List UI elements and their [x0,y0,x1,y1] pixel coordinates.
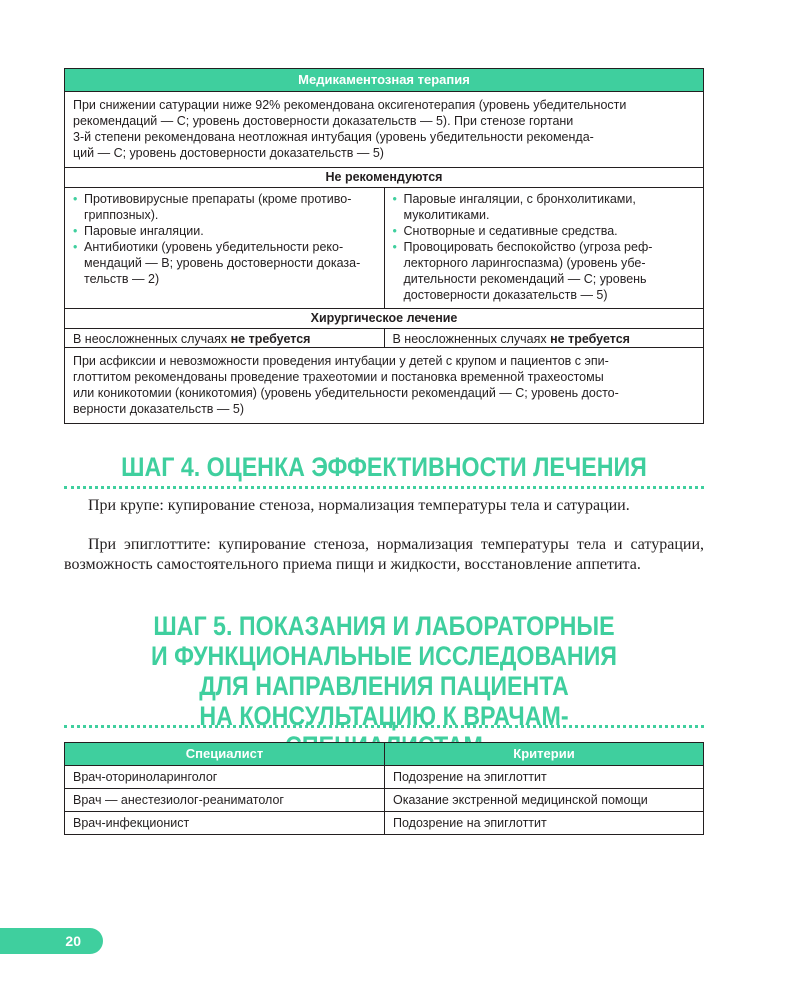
text-line: дительности рекомендаций — С; уровень [403,272,647,286]
step5-title [109,611,659,731]
col-header-specialist: Специалист [65,743,385,765]
not-recommended-header: Не рекомендуются [65,168,703,188]
surgical-header: Хирургическое лечение [65,309,703,329]
specialist-table [64,742,704,835]
list-item [73,191,378,223]
table-row [65,766,703,789]
text-line: При асфиксии и невозможности проведения интубации у детей с крупом и пациентов с эпи- [73,354,609,368]
title-line: И ФУНКЦИОНАЛЬНЫЕ ИССЛЕДОВАНИЯ [151,641,617,671]
text-line: • Паровые ингаляции. [84,224,204,238]
specialist-cell: Врач-инфекционист [65,812,385,834]
text-line: мендаций — В; уровень достоверности доказа- [84,256,361,270]
list-item [73,239,378,287]
not-recommended-row [65,188,703,309]
step4-epiglottitis-paragraph: При эпиглоттите: купирование стеноза, нормализация температуры тела и сатурации, возможность самостоятельного приема пищи и жидкости, восстановление аппетита. [64,536,704,573]
list-item [393,239,698,303]
text-line: 3-й степени рекомендована неотложная интубация (уровень убедительности рекоменда- [73,130,594,144]
text-line: достоверности доказательств — 5) [403,288,608,302]
dotted-divider [64,725,704,728]
text-line: лекторного ларингоспазма) (уровень убе- [403,256,646,270]
col-header-criteria: Критерии [385,743,703,765]
text-line: • Антибиотики (уровень убедительности реко- [84,240,344,254]
not-recommended-right [385,188,704,308]
surgical-left-text: В неосложненных случаях [73,332,231,346]
dotted-divider [64,486,704,489]
surgical-left [65,329,385,347]
not-recommended-left [65,188,385,308]
text-line: гриппозных). [84,208,159,222]
text-line: • Противовирусные препараты (кроме противо- [84,192,352,206]
title-line: НА КОНСУЛЬТАЦИЮ К ВРАЧАМ- [199,701,569,731]
drug-therapy-table [64,68,704,424]
criteria-cell: Оказание экстренной медицинской помощи [393,793,648,807]
specialist-cell: Врач-оториноларинголог [65,766,385,788]
text-line: глоттитом рекомендованы проведение трахеотомии и постановка временной трахеостомы [73,370,604,384]
specialist-cell: Врач — анестезиолог-реаниматолог [65,789,385,811]
surgical-row [65,329,703,348]
text-line: • Паровые ингаляции, с бронхолитиками, [403,192,636,206]
text-line: рекомендаций — С; уровень достоверности доказательств — 5). При стенозе гортани [73,114,574,128]
text-line: или коникотомии (коникотомия) (уровень убедительности рекомендаций — С; уровень досто- [73,386,619,400]
title-line: ШАГ 5. ПОКАЗАНИЯ И ЛАБОРАТОРНЫЕ [153,611,615,641]
list-item [393,191,698,223]
text-line: • Снотворные и седативные средства. [403,224,618,238]
text-line: ций — С; уровень достоверности доказательств — 5) [73,146,384,160]
drug-therapy-header: Медикаментозная терапия [65,69,703,92]
table-header-row [65,743,703,766]
text-line: При снижении сатурации ниже 92% рекомендована оксигенотерапия (уровень убедительности [73,98,627,112]
surgical-right-text: В неосложненных случаях [392,332,551,346]
criteria-cell: Подозрение на эпиглоттит [393,770,547,784]
surgical-left-bold: не требуется [230,332,311,346]
text-line: верности доказательств — 5) [73,402,245,416]
title-line: ДЛЯ НАПРАВЛЕНИЯ ПАЦИЕНТА [199,671,569,701]
table-row [65,812,703,834]
text-line: муколитиками. [403,208,490,222]
surgical-right-bold: не требуется [550,332,630,346]
text-line: тельств — 2) [84,272,160,286]
oxygen-therapy-text [65,92,703,168]
asphyxia-text [65,348,703,423]
step4-croup-paragraph: При крупе: купирование стеноза, нормализация температуры тела и сатурации. [88,497,630,514]
criteria-cell: Подозрение на эпиглоттит [393,816,547,830]
surgical-right [385,329,704,347]
list-item [393,223,698,239]
text-line: • Провоцировать беспокойство (угроза реф- [403,240,653,254]
page-number: 20 [0,928,103,954]
step4-title: ШАГ 4. ОЦЕНКА ЭФФЕКТИВНОСТИ ЛЕЧЕНИЯ [121,452,647,482]
table-row [65,789,703,812]
list-item [73,223,378,239]
